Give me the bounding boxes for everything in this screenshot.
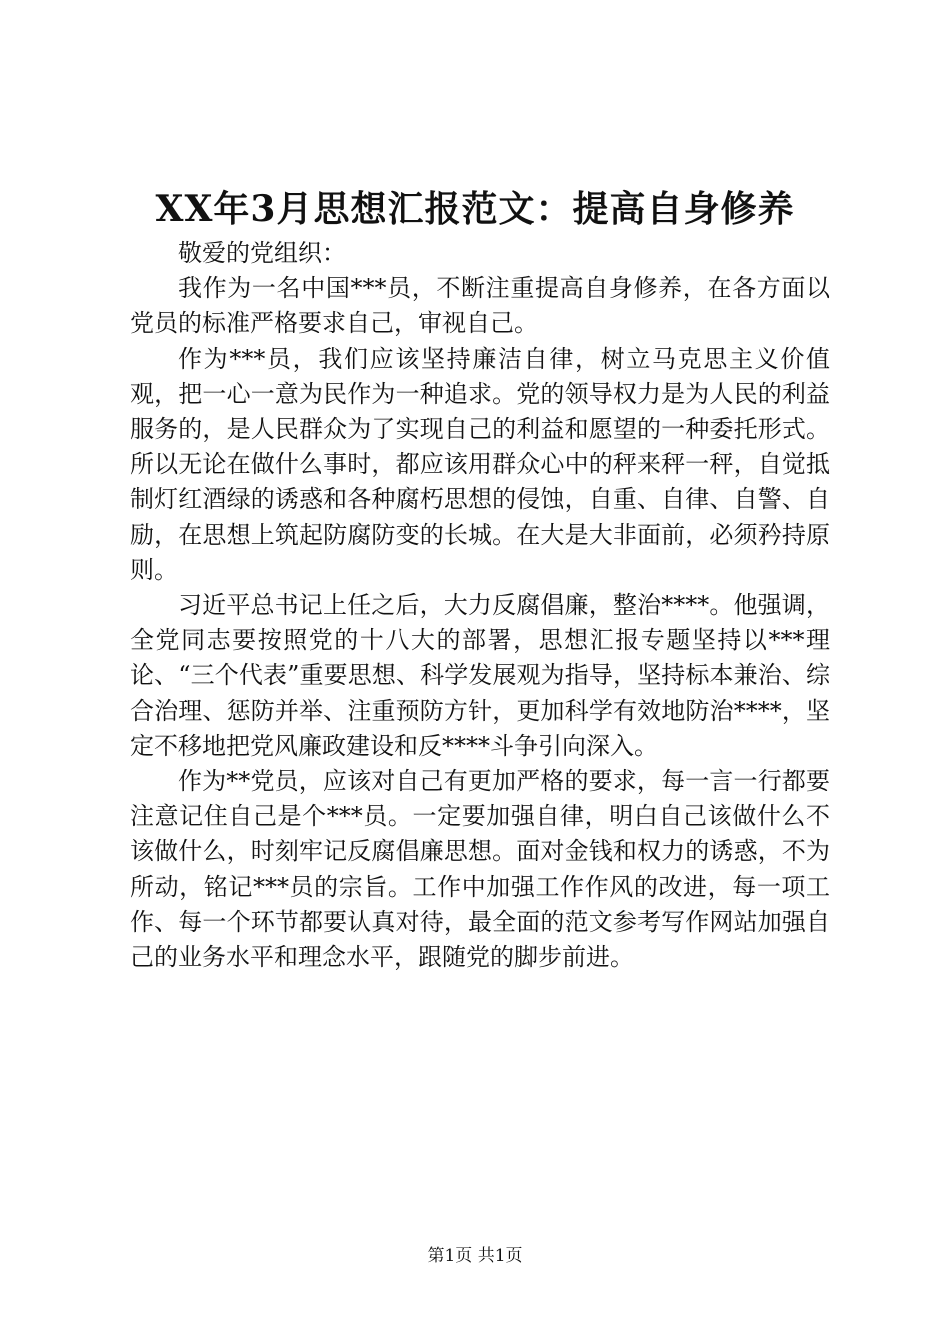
page-title: XX年3月思想汇报范文：提高自身修养 — [155, 188, 795, 230]
paragraph-4: 作为**党员，应该对自己有更加严格的要求，每一言一行都要注意记住自己是个***员。一定要加强自律，明白自己该做什么不该做什么，时刻牢记反腐倡廉思想。面对金钱和权力的诱惑，不为所动，铭记***员的宗旨。工作中加强工作作风的改进，每一项工作、每一个环节都要认真对待，最全面的范文参考写作网站加强自己的业务水平和理念水平，跟随党的脚步前进。 — [130, 767, 830, 972]
document-body — [130, 236, 830, 975]
page-footer: 第1页 共1页 — [427, 1246, 523, 1266]
paragraph-2: 作为***员，我们应该坚持廉洁自律，树立马克思主义价值观，把一心一意为民作为一种追求。党的领导权力是为人民的利益服务的，是人民群众为了实现自己的利益和愿望的一种委托形式。所以无论在做什么事时，都应该用群众心中的秤来秤一秤，自觉抵制灯红酒绿的诱惑和各种腐朽思想的侵蚀，自重、自律、自警、自励，在思想上筑起防腐防变的长城。在大是大非面前，必须矜持原则。 — [130, 344, 830, 584]
paragraph-3: 习近平总书记上任之后，大力反腐倡廉，整治****。他强调，全党同志要按照党的十八大的部署，思想汇报专题坚持以***理论、“三个代表”重要思想、科学发展观为指导，坚持标本兼治、综合治理、惩防并举、注重预防方针，更加科学有效地防治****，坚定不移地把党风廉政建设和反****斗争引向深入。 — [130, 591, 830, 760]
salutation: 敬爱的党组织： — [178, 239, 346, 267]
paragraph-1: 我作为一名中国***员，不断注重提高自身修养，在各方面以党员的标准严格要求自己，审视自己。 — [130, 274, 830, 338]
